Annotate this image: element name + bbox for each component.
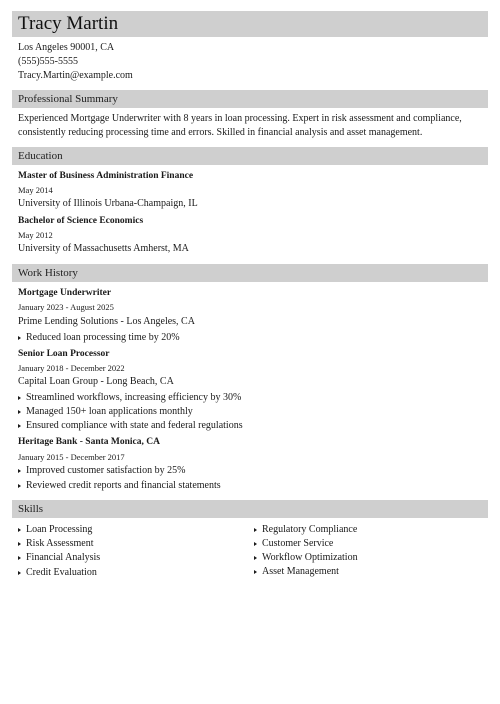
skill-item: Financial Analysis: [18, 551, 100, 564]
skill-item: Regulatory Compliance: [254, 523, 357, 536]
education-school: University of Massachusetts Amherst, MA: [18, 243, 189, 254]
skill-item: Customer Service: [254, 537, 333, 550]
job-date: January 2018 - December 2022: [18, 363, 125, 373]
section-title: Work History: [18, 267, 78, 279]
education-degree: Bachelor of Science Economics: [18, 216, 144, 226]
section-header-education: [12, 147, 488, 165]
job-title: Heritage Bank - Santa Monica, CA: [18, 437, 160, 447]
job-bullet: Improved customer satisfaction by 25%: [18, 464, 185, 477]
name-header: [12, 11, 488, 37]
candidate-name: Tracy Martin: [18, 13, 119, 34]
education-degree: Master of Business Administration Finance: [18, 171, 194, 181]
job-bullet: Reduced loan processing time by 20%: [18, 331, 180, 344]
summary-text: Experienced Mortgage Underwriter with 8 years in loan processing. Expert in risk assessment and compliance, consistently reducing processing time and errors. Skilled in financial analysis and asset management.: [18, 113, 462, 138]
skill-item: Loan Processing: [18, 523, 92, 536]
job-company: Capital Loan Group - Long Beach, CA: [18, 376, 174, 387]
job-company: Prime Lending Solutions - Los Angeles, CA: [18, 316, 195, 327]
section-title: Skills: [18, 503, 44, 515]
skill-item: Asset Management: [254, 565, 339, 578]
contact-address: Los Angeles 90001, CA: [18, 42, 115, 53]
job-bullet: Streamlined workflows, increasing efficiency by 30%: [18, 391, 241, 404]
skill-item: Workflow Optimization: [254, 551, 358, 564]
skill-item: Risk Assessment: [18, 537, 94, 550]
contact-phone: (555)555-5555: [18, 56, 78, 67]
job-title: Senior Loan Processor: [18, 349, 110, 359]
job-date: January 2015 - December 2017: [18, 452, 125, 462]
section-title: Professional Summary: [18, 93, 118, 105]
job-bullet: Managed 150+ loan applications monthly: [18, 405, 193, 418]
education-date: May 2014: [18, 185, 53, 195]
job-bullet: Reviewed credit reports and financial statements: [18, 479, 221, 492]
education-date: May 2012: [18, 230, 53, 240]
section-title: Education: [18, 150, 63, 162]
section-header-skills: [12, 500, 488, 518]
job-title: Mortgage Underwriter: [18, 288, 112, 298]
contact-email: Tracy.Martin@example.com: [18, 70, 133, 81]
section-header-work: [12, 264, 488, 282]
job-bullet: Ensured compliance with state and federal regulations: [18, 419, 243, 432]
skill-item: Credit Evaluation: [18, 566, 97, 579]
section-header-summary: [12, 90, 488, 108]
education-school: University of Illinois Urbana-Champaign, IL: [18, 198, 198, 209]
job-date: January 2023 - August 2025: [18, 302, 114, 312]
